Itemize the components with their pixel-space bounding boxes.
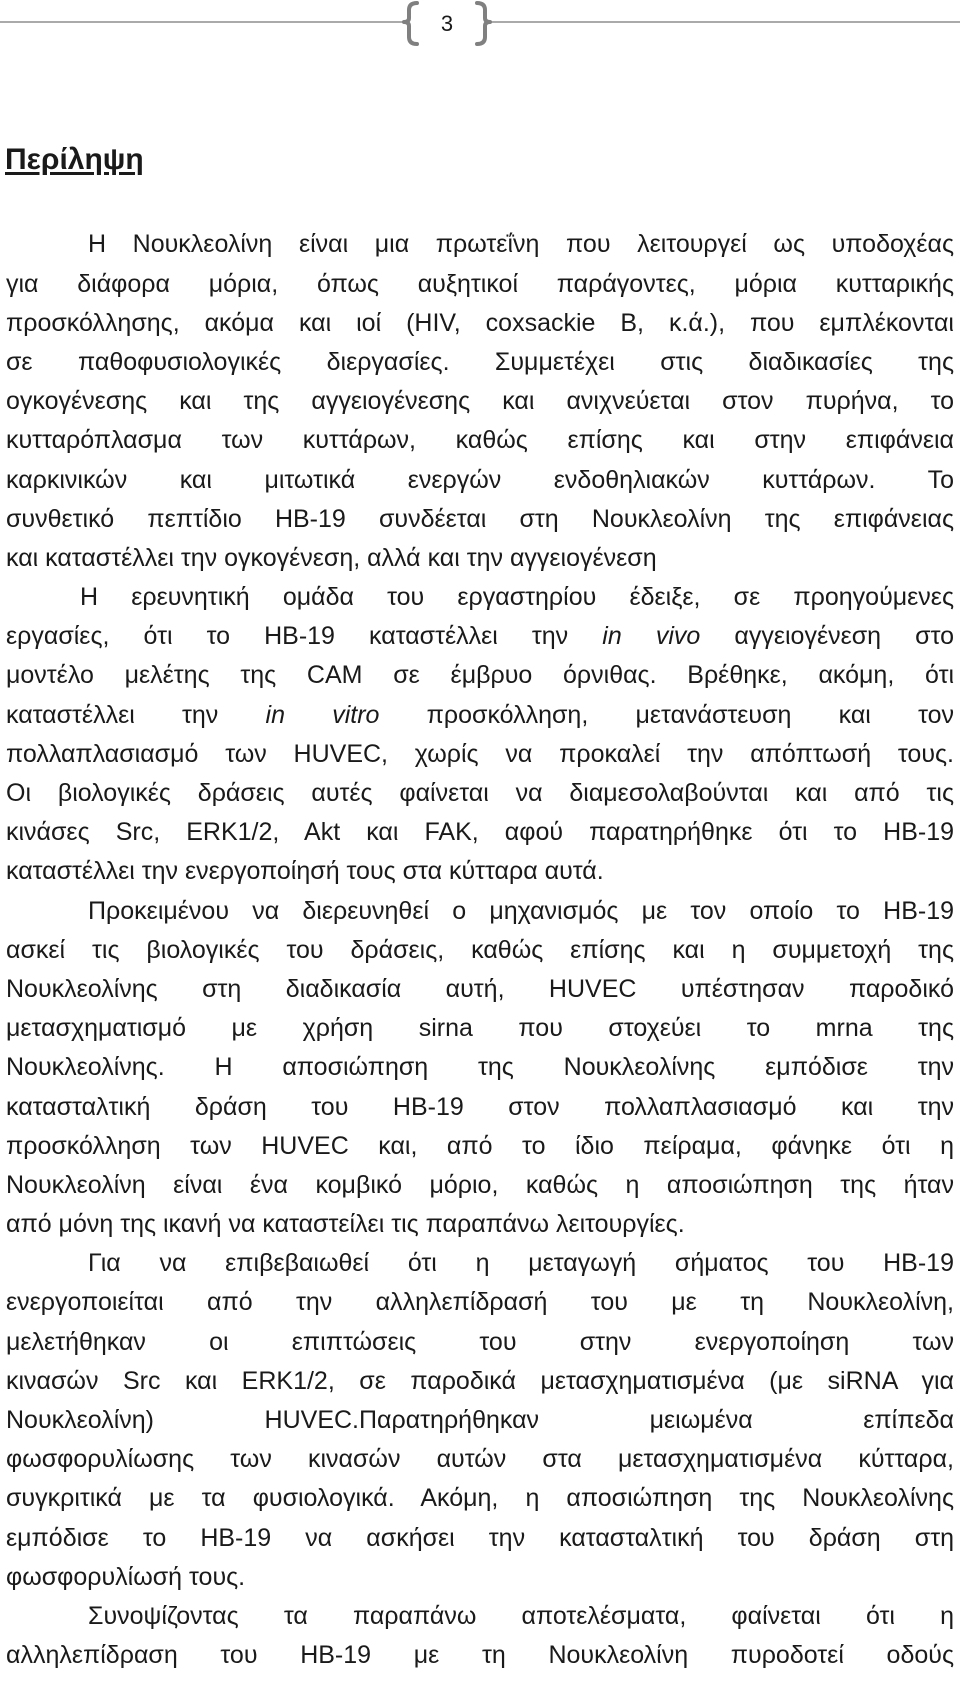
text-segment: αγγειογένεση στο [700, 622, 954, 651]
text-line: από μόνη της ικανή να καταστείλει τις παραπάνω λειτουργίες. [6, 1210, 685, 1239]
text-line: και καταστέλλει την ογκογένεση, αλλά και την αγγειογένεση [6, 543, 657, 572]
text-line: κυτταρόπλασμα των κυττάρων, καθώς επίσης και στην επιφάνεια [6, 426, 954, 455]
text-line [6, 617, 954, 656]
text-line: μετασχηματισμό με χρήση sirna που στοχεύει το mrna της [6, 1014, 954, 1043]
text-line: συγκριτικά με τα φυσιολογικά. Ακόμη, η αποσιώπηση της Νουκλεολίνης [6, 1484, 954, 1513]
text-line: καρκινικών και μιτωτικά ενεργών ενδοθηλιακών κυττάρων. Το [6, 465, 954, 494]
text-line: Η ερευνητική ομάδα του εργαστηρίου έδειξε, σε προηγούμενες [80, 583, 954, 612]
text-segment: καταστέλλει την [6, 700, 266, 729]
text-line: μοντέλο μελέτης της CAM σε έμβρυο όρνιθας. Βρέθηκε, ακόμη, ότι [6, 661, 954, 690]
text-line: Οι βιολογικές δράσεις αυτές φαίνεται να διαμεσολαβούνται και από τις [6, 779, 954, 808]
text-line [6, 696, 954, 735]
paragraph [6, 225, 954, 578]
page-number: 3 [440, 11, 454, 36]
bracket-right [477, 3, 490, 44]
italic-term: in vitro [265, 700, 380, 729]
paragraph [6, 1244, 954, 1597]
text-line: Συνοψίζοντας τα παραπάνω αποτελέσματα, φαίνεται ότι η [88, 1601, 954, 1630]
text-line: για διάφορα μόρια, όπως αυξητικοί παράγοντες, μόρια κυτταρικής [6, 269, 954, 298]
abstract-body [6, 225, 954, 1675]
paragraph [6, 578, 954, 892]
text-line: Η Νουκλεολίνη είναι μια πρωτεΐνη που λειτουργεί ως υποδοχέας [88, 230, 954, 259]
italic-term: in vivo [602, 622, 701, 651]
text-line: κινάσες Src, ERK1/2, Akt και FAK, αφού παρατηρήθηκε ότι το HB-19 [6, 818, 954, 847]
text-line: ασκεί τις βιολογικές του δράσεις, καθώς επίσης και η συμμετοχή της [6, 935, 954, 964]
paragraph [6, 1597, 954, 1675]
text-segment: εργασίες, ότι το HB-19 καταστέλλει την [6, 622, 603, 651]
text-line: Για να επιβεβαιωθεί ότι η μεταγωγή σήματος του HB-19 [88, 1249, 954, 1278]
text-line: Νουκλεολίνη) HUVEC.Παρατηρήθηκαν μειωμένα επίπεδα [6, 1406, 954, 1435]
text-line: αλληλεπίδραση του HB-19 με τη Νουκλεολίνη πυροδοτεί οδούς [6, 1641, 954, 1670]
text-line: κατασταλτική δράση του HB-19 στον πολλαπλασιασμό και την [6, 1092, 954, 1121]
text-line: φωσφορυλίωσή τους. [6, 1562, 246, 1591]
text-line: Προκειμένου να διερευνηθεί ο μηχανισμός με τον οποίο το HB-19 [88, 896, 954, 925]
text-line: ογκογένεσης και της αγγειογένεσης και ανιχνεύεται στον πυρήνα, το [6, 387, 954, 416]
text-line: καταστέλλει την ενεργοποίησή τους στα κύτταρα αυτά. [6, 857, 604, 886]
text-line: μελετήθηκαν οι επιπτώσεις του στην ενεργοποίηση των [6, 1327, 954, 1356]
paragraph [6, 892, 954, 1245]
text-line: Νουκλεολίνης. Η αποσιώπηση της Νουκλεολίνης εμπόδισε την [6, 1053, 954, 1082]
text-line: προσκόλληση των HUVEC και, από το ίδιο πείραμα, φάνηκε ότι η [6, 1131, 954, 1160]
text-segment: προσκόλληση, μετανάστευση και τον [379, 700, 954, 729]
text-line: συνθετικό πεπτίδιο HB-19 συνδέεται στη Νουκλεολίνη της επιφάνειας [6, 504, 954, 533]
text-line: Νουκλεολίνη είναι ένα κομβικό μόριο, καθώς η αποσιώπηση της ήταν [6, 1170, 954, 1199]
section-heading: Περίληψη [5, 143, 144, 176]
text-line: πολλαπλασιασμό των HUVEC, χωρίς να προκαλεί την απόπτωσή τους. [6, 739, 954, 768]
text-line: εμπόδισε το HB-19 να ασκήσει την κατασταλτική του δράση στη [6, 1523, 954, 1552]
text-line: προσκόλλησης, ακόμα και ιοί (HIV, coxsackie B, κ.ά.), που εμπλέκονται [6, 308, 954, 337]
text-line: Νουκλεολίνης στη διαδικασία αυτή, HUVEC υπέστησαν παροδικό [6, 974, 954, 1003]
bracket-left [404, 3, 417, 44]
page-header [0, 0, 960, 50]
text-line: φωσφορυλίωσης των κινασών αυτών στα μετασχηματισμένα κύτταρα, [6, 1445, 954, 1474]
text-line: σε παθοφυσιολογικές διεργασίες. Συμμετέχει στις διαδικασίες της [6, 347, 954, 376]
text-line: ενεργοποιείται από την αλληλεπίδρασή του με τη Νουκλεολίνη, [6, 1288, 954, 1317]
text-line: κινασών Src και ERK1/2, σε παροδικά μετασχηματισμένα (με siRNA για [6, 1366, 954, 1395]
